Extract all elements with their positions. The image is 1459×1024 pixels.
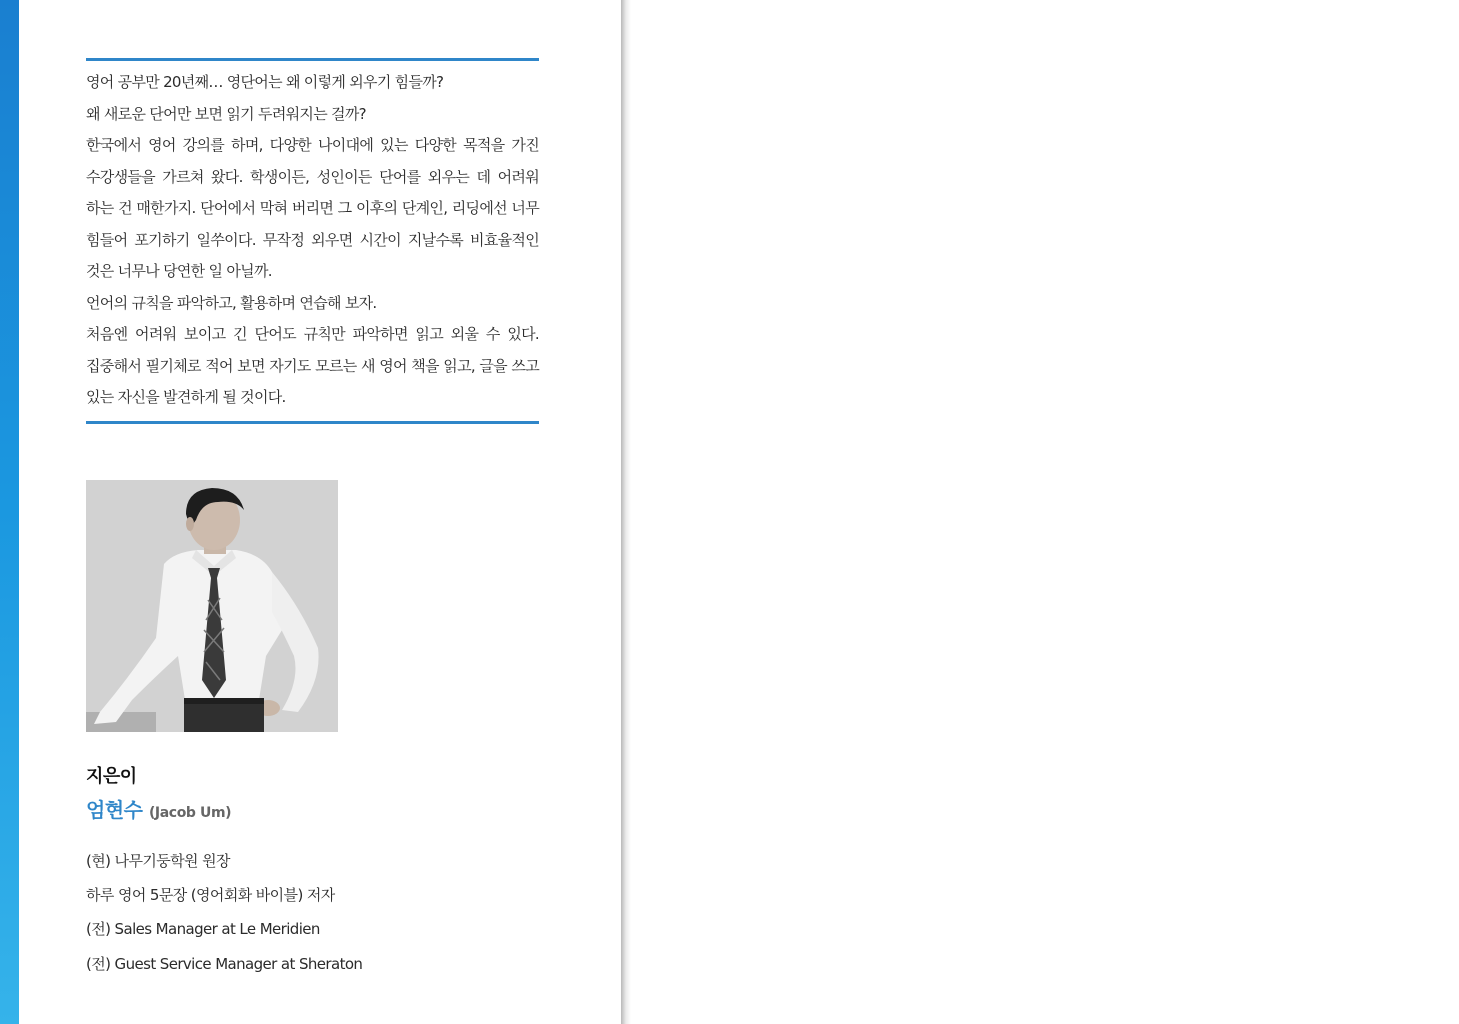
author-photo <box>86 480 338 732</box>
intro-paragraph: 언어의 규칙을 파악하고, 활용하며 연습해 보자. <box>86 293 377 312</box>
author-name: 엄현수 <box>86 798 143 822</box>
author-bio-list <box>86 844 362 981</box>
intro-paragraph: 한국에서 영어 강의를 하며, 다양한 나이대에 있는 다양한 목적을 가진 수강생들을 가르쳐 왔다. 학생이든, 성인이든 단어를 외우는 데 어려워 하는 건 매한가지. 단어에서 막혀 버리면 그 이후의 단계인, 리딩에선 너무 힘들어 포기하기 일쑤이다. 무작정 외우면 시간이 지날수록 비효율적인 것은 너무나 당연한 일 아닐까. <box>86 136 539 280</box>
intro-text-block <box>86 58 539 424</box>
page-fold-shadow <box>621 0 631 1024</box>
intro-paragraph: 처음엔 어려워 보이고 긴 단어도 규칙만 파악하면 읽고 외울 수 있다. 집중해서 필기체로 적어 보면 자기도 모르는 새 영어 책을 읽고, 글을 쓰고 있는 자신을 발견하게 될 것이다. <box>86 325 539 406</box>
intro-paragraph: 영어 공부만 20년째… 영단어는 왜 이렇게 외우기 힘들까? <box>86 73 444 91</box>
author-portrait-illustration <box>86 480 338 732</box>
intro-paragraph: 왜 새로운 단어만 보면 읽기 두려워지는 걸까? <box>86 104 366 123</box>
bio-item: 하루 영어 5문장 (영어회화 바이블) 저자 <box>86 886 335 905</box>
author-name-english: (Jacob Um) <box>148 805 232 821</box>
right-page-blank <box>631 0 1459 1024</box>
bio-item: (전) Sales Manager at Le Meridien <box>86 920 320 939</box>
book-spine-bar <box>0 0 19 1024</box>
author-heading: 지은이 <box>86 766 137 787</box>
bio-item: (현) 나무기둥학원 원장 <box>86 852 230 870</box>
author-name-line <box>86 794 231 823</box>
bio-item: (전) Guest Service Manager at Sheraton <box>86 954 363 973</box>
